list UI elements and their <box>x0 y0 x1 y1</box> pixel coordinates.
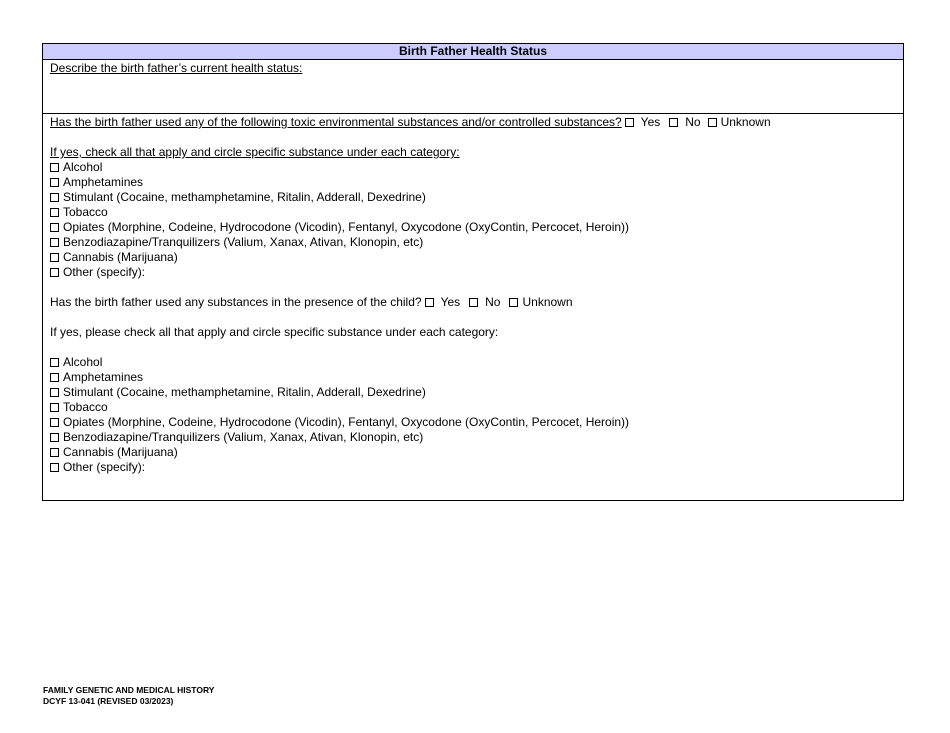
toxic-no-label: No <box>685 115 701 129</box>
form-footer <box>43 685 214 707</box>
presence-substance-checkbox[interactable] <box>50 388 59 397</box>
toxic-no-checkbox[interactable] <box>669 118 678 127</box>
substance-label: Stimulant (Cocaine, methamphetamine, Ritalin, Adderall, Dexedrine) <box>63 190 426 204</box>
presence-substance-checkbox[interactable] <box>50 418 59 427</box>
substance-label: Benzodiazapine/Tranquilizers (Valium, Xanax, Ativan, Klonopin, etc) <box>63 235 424 249</box>
presence-substance-label: Tobacco <box>63 400 108 414</box>
substance-item <box>50 190 903 205</box>
section-header: Birth Father Health Status <box>43 44 903 60</box>
toxic-unknown-checkbox[interactable] <box>708 118 717 127</box>
presence-substance-label: Stimulant (Cocaine, methamphetamine, Ritalin, Adderall, Dexedrine) <box>63 385 426 399</box>
presence-substance-list <box>50 355 903 475</box>
substance-list <box>50 160 903 280</box>
substance-section <box>43 115 903 475</box>
footer-form-name: FAMILY GENETIC AND MEDICAL HISTORY <box>43 685 215 695</box>
if-yes-instruction: If yes, check all that apply and circle specific substance under each category: <box>50 145 460 159</box>
presence-unknown-label: Unknown <box>522 295 573 309</box>
substance-item <box>50 205 903 220</box>
substance-label: Tobacco <box>63 205 108 219</box>
presence-no-label: No <box>485 295 501 309</box>
substance-checkbox[interactable] <box>50 163 59 172</box>
presence-substance-item <box>50 445 903 460</box>
presence-substance-label: Alcohol <box>63 355 103 369</box>
presence-substance-item <box>50 355 903 370</box>
substance-checkbox[interactable] <box>50 208 59 217</box>
presence-substance-item <box>50 400 903 415</box>
footer-form-number: DCYF 13-041 (REVISED 03/2023) <box>43 696 174 706</box>
presence-substance-label: Other (specify): <box>63 460 146 474</box>
presence-no-checkbox[interactable] <box>469 298 478 307</box>
toxic-question-row <box>50 115 903 130</box>
substance-label: Cannabis (Marijuana) <box>63 250 178 264</box>
substance-label: Opiates (Morphine, Codeine, Hydrocodone (Vicodin), Fentanyl, Oxycodone (OxyContin, Percocet, Heroin)) <box>63 220 630 234</box>
presence-yes-checkbox[interactable] <box>425 298 434 307</box>
presence-substance-label: Cannabis (Marijuana) <box>63 445 178 459</box>
substance-checkbox[interactable] <box>50 238 59 247</box>
substance-item <box>50 265 903 280</box>
presence-substance-item <box>50 430 903 445</box>
presence-substance-checkbox[interactable] <box>50 448 59 457</box>
presence-substance-checkbox[interactable] <box>50 403 59 412</box>
presence-unknown-checkbox[interactable] <box>509 298 518 307</box>
presence-substance-item <box>50 385 903 400</box>
substance-item <box>50 235 903 250</box>
birth-father-health-form <box>42 43 904 501</box>
presence-substance-checkbox[interactable] <box>50 433 59 442</box>
presence-substance-item <box>50 415 903 430</box>
toxic-yes-checkbox[interactable] <box>625 118 634 127</box>
substance-item <box>50 250 903 265</box>
health-status-field[interactable] <box>43 60 903 114</box>
presence-substance-label: Opiates (Morphine, Codeine, Hydrocodone (Vicodin), Fentanyl, Oxycodone (OxyContin, Percocet, Heroin)) <box>63 415 630 429</box>
substance-checkbox[interactable] <box>50 253 59 262</box>
presence-substance-item <box>50 460 903 475</box>
presence-substance-checkbox[interactable] <box>50 373 59 382</box>
substance-label: Alcohol <box>63 160 103 174</box>
presence-substance-checkbox[interactable] <box>50 463 59 472</box>
substance-checkbox[interactable] <box>50 193 59 202</box>
presence-yes-label: Yes <box>440 295 461 309</box>
presence-substance-item <box>50 370 903 385</box>
health-status-label: Describe the birth father’s current health status: <box>50 61 303 75</box>
substance-item <box>50 220 903 235</box>
substance-checkbox[interactable] <box>50 268 59 277</box>
substance-label: Other (specify): <box>63 265 146 279</box>
substance-item <box>50 160 903 175</box>
substance-item <box>50 175 903 190</box>
presence-substance-label: Benzodiazapine/Tranquilizers (Valium, Xanax, Ativan, Klonopin, etc) <box>63 430 424 444</box>
presence-instruction: If yes, please check all that apply and circle specific substance under each category: <box>50 325 499 339</box>
presence-substance-label: Amphetamines <box>63 370 144 384</box>
toxic-unknown-label: Unknown <box>720 115 771 129</box>
substance-checkbox[interactable] <box>50 178 59 187</box>
toxic-yes-label: Yes <box>640 115 661 129</box>
presence-substance-checkbox[interactable] <box>50 358 59 367</box>
substance-checkbox[interactable] <box>50 223 59 232</box>
presence-question: Has the birth father used any substances in the presence of the child? <box>50 295 422 309</box>
substance-label: Amphetamines <box>63 175 144 189</box>
presence-question-row <box>50 295 903 310</box>
toxic-question: Has the birth father used any of the following toxic environmental substances and/or controlled substances? <box>50 115 622 129</box>
